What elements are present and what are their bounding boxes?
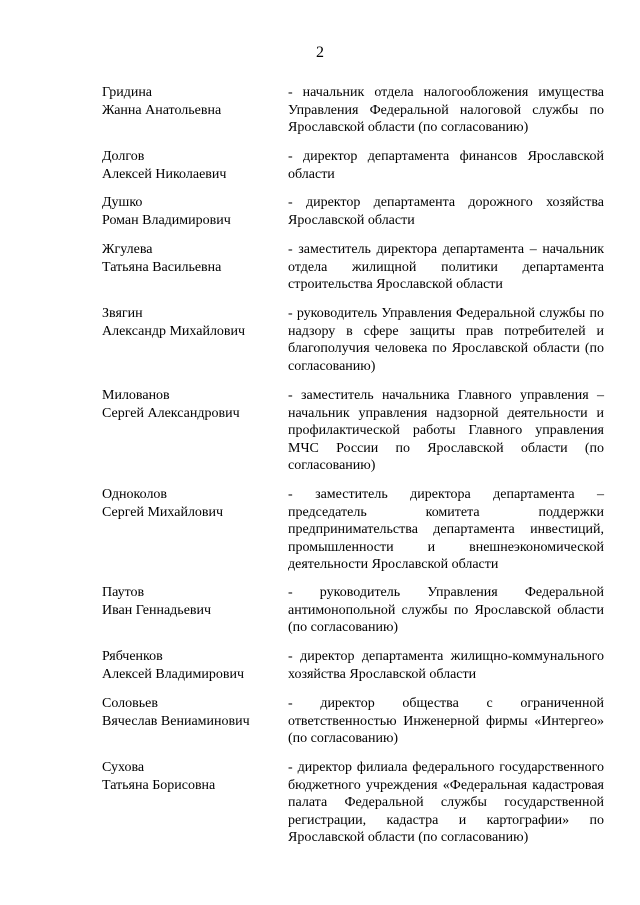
person-name bbox=[102, 305, 272, 340]
surname: Рябченков bbox=[102, 649, 163, 664]
person-name bbox=[102, 648, 272, 683]
surname: Долгов bbox=[102, 149, 145, 164]
surname: Паутов bbox=[102, 585, 145, 600]
person-name bbox=[102, 387, 272, 422]
position-description: - директор департамента дорожного хозяйства Ярославской области bbox=[288, 195, 604, 228]
position-description: - начальник отдела налогообложения имущества Управления Федеральной налоговой службы по Ярославской области (по согласованию) bbox=[288, 85, 604, 135]
surname: Гридина bbox=[102, 85, 153, 100]
given-names: Татьяна Борисовна bbox=[102, 777, 216, 793]
position-description: - руководитель Управления Федеральной антимонопольной службы по Ярославской области (по согласованию) bbox=[288, 585, 604, 635]
given-names: Алексей Николаевич bbox=[102, 166, 227, 182]
given-names: Сергей Александрович bbox=[102, 405, 240, 421]
given-names: Сергей Михайлович bbox=[102, 504, 224, 520]
given-names: Вячеслав Вениаминович bbox=[102, 713, 250, 729]
given-names: Жанна Анатольевна bbox=[102, 102, 222, 118]
position-description: - заместитель начальника Главного управления – начальник управления надзорной деятельности и профилактической работы Главного управления МЧС России по Ярославской области (по согласованию) bbox=[288, 388, 604, 473]
person-name bbox=[102, 759, 272, 794]
given-names: Татьяна Васильевна bbox=[102, 259, 222, 275]
page-number: 2 bbox=[316, 44, 324, 61]
person-name bbox=[102, 584, 272, 619]
surname: Милованов bbox=[102, 388, 170, 403]
surname: Звягин bbox=[102, 306, 143, 321]
given-names: Алексей Владимирович bbox=[102, 666, 245, 682]
person-name bbox=[102, 84, 272, 119]
position-description: - директор общества с ограниченной ответственностью Инженерной фирмы «Интергео» (по согласованию) bbox=[288, 696, 604, 746]
person-name bbox=[102, 486, 272, 521]
position-description: - заместитель директора департамента – начальник отдела жилищной политики департамента строительства Ярославской области bbox=[288, 242, 604, 292]
surname: Душко bbox=[102, 195, 143, 210]
person-name bbox=[102, 695, 272, 730]
surname: Жгулева bbox=[102, 242, 153, 257]
given-names: Александр Михайлович bbox=[102, 323, 246, 339]
position-description: - директор филиала федерального государственного бюджетного учреждения «Федеральная кадастровая палата Федеральной службы государственной регистрации, кадастра и картографии» по Ярославской области (по согласованию) bbox=[288, 760, 604, 845]
person-name bbox=[102, 241, 272, 276]
person-name bbox=[102, 194, 272, 229]
surname: Сухова bbox=[102, 760, 145, 775]
position-description: - директор департамента жилищно-коммунального хозяйства Ярославской области bbox=[288, 649, 604, 682]
given-names: Иван Геннадьевич bbox=[102, 602, 212, 618]
person-name bbox=[102, 148, 272, 183]
given-names: Роман Владимирович bbox=[102, 212, 231, 228]
position-description: - руководитель Управления Федеральной службы по надзору в сфере защиты прав потребителей и благополучия человека по Ярославской области (по согласованию) bbox=[288, 306, 604, 374]
position-description: - директор департамента финансов Ярославской области bbox=[288, 149, 604, 182]
surname: Соловьев bbox=[102, 696, 158, 711]
surname: Одноколов bbox=[102, 487, 168, 502]
position-description: - заместитель директора департамента – председатель комитета поддержки предпринимательства департамента инвестиций, промышленности и внешнеэкономической деятельности Ярославской области bbox=[288, 487, 604, 572]
